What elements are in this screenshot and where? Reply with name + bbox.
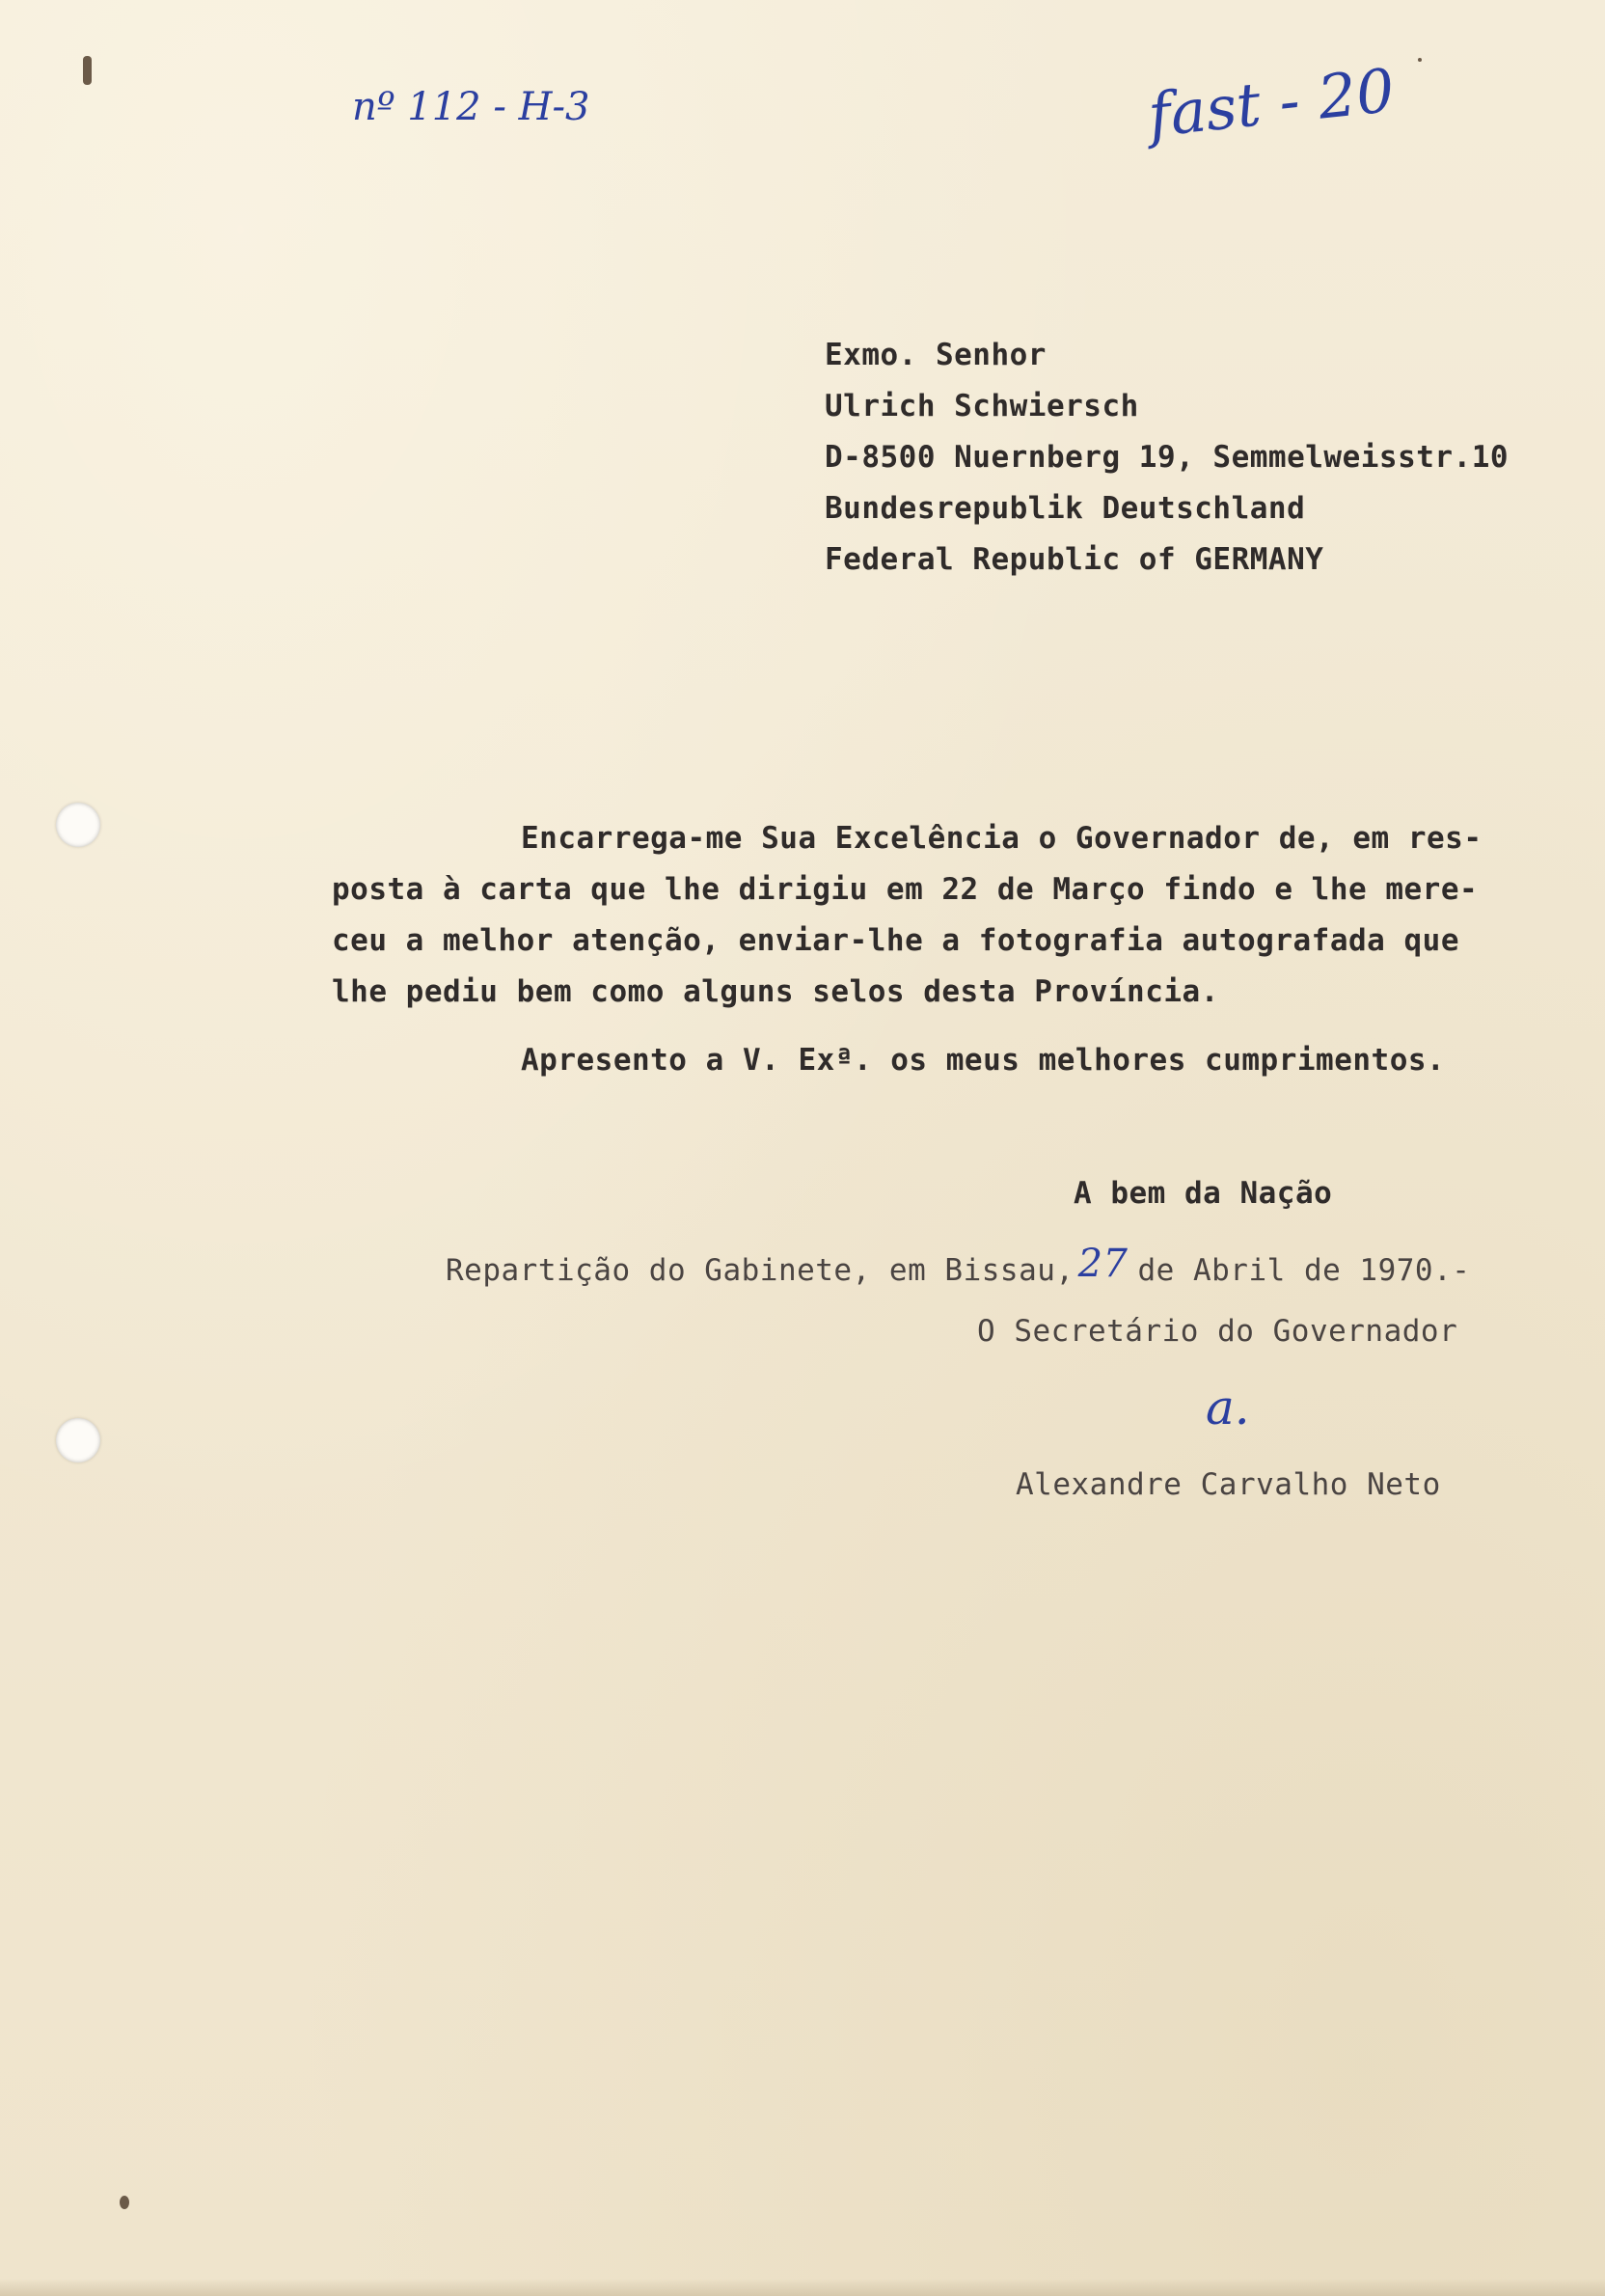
paper-edge [0,2279,1605,2296]
closing-place-date [446,1242,1471,1290]
body-line-1: Encarrega-me Sua Excelência o Governador de, em res- [521,821,1483,856]
signature-initial: a. [1206,1380,1250,1435]
paper-speck [120,2196,129,2209]
body-line-4: lhe pediu bem como alguns selos desta Província. [332,974,1219,1009]
body-line-2: posta à carta que lhe dirigiu em 22 de Março findo e lhe mere- [332,872,1479,907]
signatory-name: Alexandre Carvalho Neto [1016,1467,1441,1502]
paper-speck [1418,58,1422,62]
handwritten-day: 27 [1077,1242,1129,1286]
reference-number: nº 112 - H-3 [352,85,590,129]
body-greeting: Apresento a V. Exª. os meus melhores cumprimentos. [521,1043,1446,1078]
archive-mark: fast - 20 [1144,54,1399,151]
closing-title: O Secretário do Governador [977,1314,1458,1349]
address-name: Ulrich Schwiersch [825,389,1139,424]
punch-hole-top [56,803,100,847]
punch-hole-bottom [56,1418,100,1462]
address-country-en: Federal Republic of GERMANY [825,542,1324,577]
body-line-3: ceu a melhor atenção, enviar-lhe a fotografia autografada que [332,923,1459,958]
place-date-prefix: Repartição do Gabinete, em Bissau, [446,1253,1075,1288]
paper-speck [83,56,92,85]
closing-motto: A bem da Nação [1074,1176,1333,1211]
place-date-suffix: de Abril de 1970.- [1137,1253,1471,1288]
address-salutation: Exmo. Senhor [825,338,1047,372]
address-country-de: Bundesrepublik Deutschland [825,491,1306,526]
address-street: D-8500 Nuernberg 19, Semmelweisstr.10 [825,440,1510,475]
